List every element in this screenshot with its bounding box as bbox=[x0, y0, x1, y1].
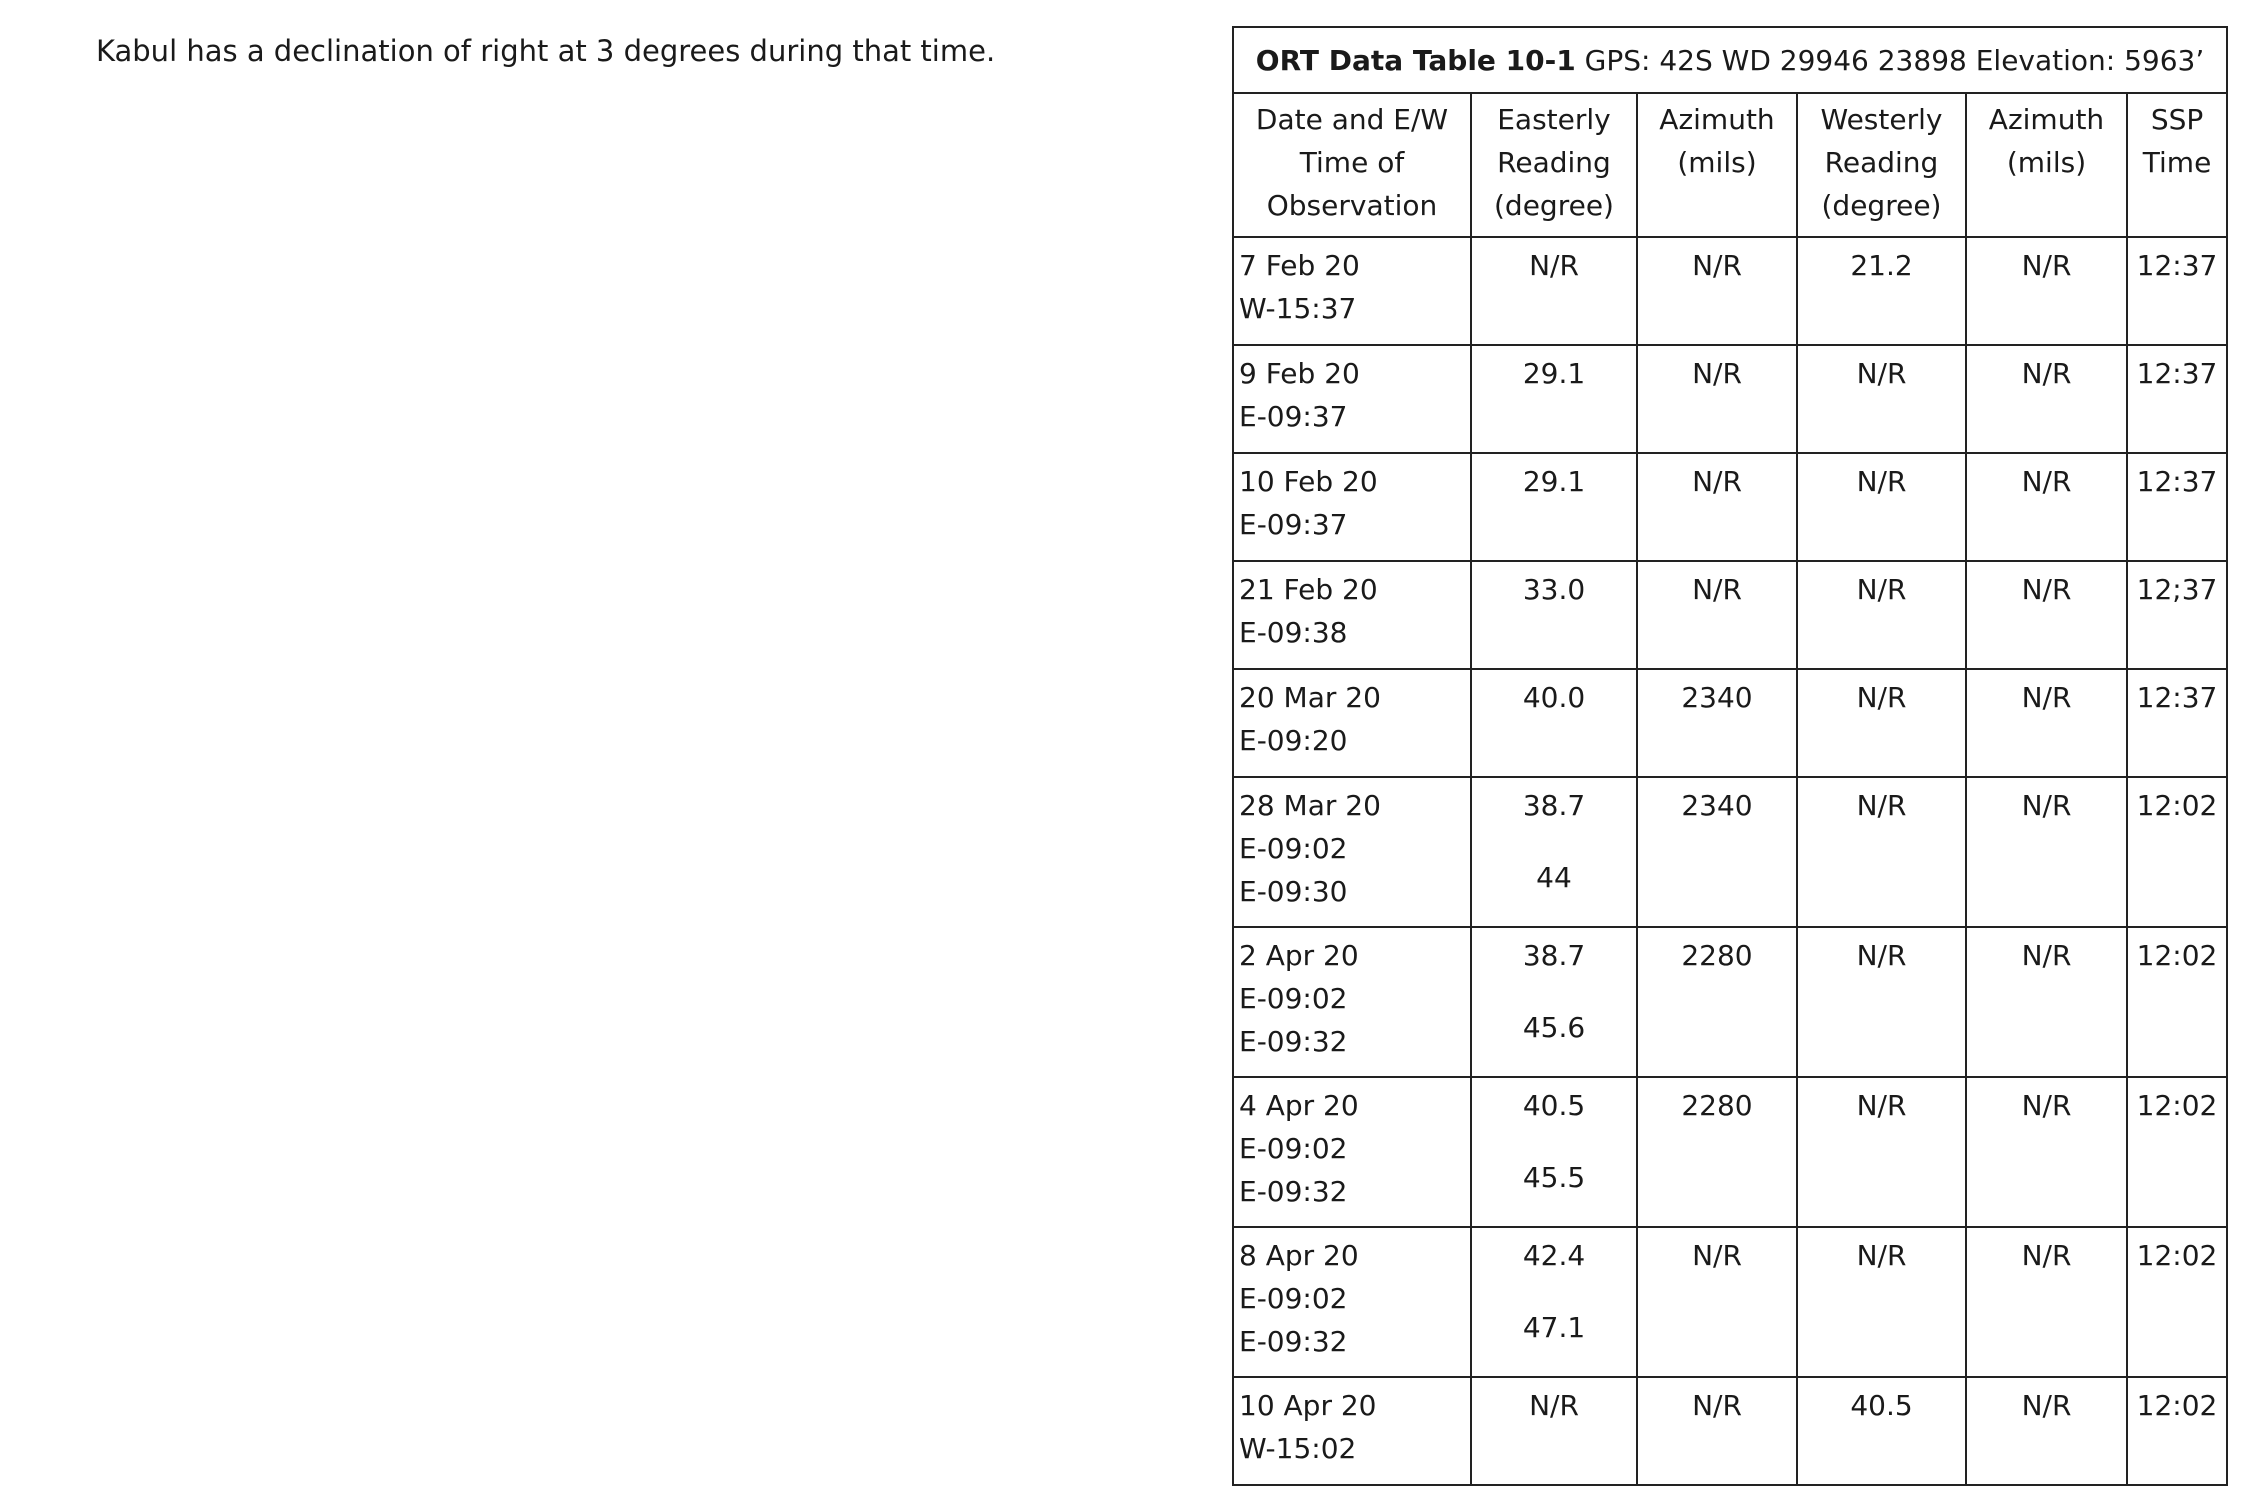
cell-date-time bbox=[1233, 927, 1471, 1077]
date-line: 4 Apr 20 bbox=[1239, 1089, 1359, 1122]
cell-easterly-reading bbox=[1471, 453, 1637, 561]
date-line: E-09:30 bbox=[1239, 875, 1348, 908]
header-line: (degree) bbox=[1494, 189, 1614, 222]
table-row bbox=[1233, 453, 2227, 561]
cell-westerly-reading: N/R bbox=[1797, 453, 1966, 561]
cell-ssp-time: 12:37 bbox=[2127, 237, 2227, 345]
easterly-value: 38.7 bbox=[1522, 939, 1586, 972]
easterly-value: 29.1 bbox=[1522, 465, 1586, 498]
date-line: E-09:02 bbox=[1239, 1282, 1348, 1315]
cell-azimuth-west: N/R bbox=[1966, 669, 2127, 777]
cell-ssp-time: 12:02 bbox=[2127, 777, 2227, 927]
easterly-value: 45.6 bbox=[1522, 1011, 1586, 1044]
header-line: (degree) bbox=[1821, 189, 1942, 222]
cell-azimuth-east: N/R bbox=[1637, 453, 1797, 561]
easterly-value: 40.0 bbox=[1522, 681, 1586, 714]
cell-easterly-reading bbox=[1471, 345, 1637, 453]
cell-azimuth-west: N/R bbox=[1966, 777, 2127, 927]
cell-easterly-reading bbox=[1471, 237, 1637, 345]
date-line: 28 Mar 20 bbox=[1239, 789, 1381, 822]
cell-ssp-time: 12:02 bbox=[2127, 1377, 2227, 1485]
table-row bbox=[1233, 561, 2227, 669]
cell-easterly-reading bbox=[1471, 561, 1637, 669]
cell-westerly-reading: 21.2 bbox=[1797, 237, 1966, 345]
date-line: E-09:02 bbox=[1239, 1132, 1348, 1165]
easterly-value: N/R bbox=[1529, 249, 1579, 282]
cell-azimuth-east: 2280 bbox=[1637, 1077, 1797, 1227]
cell-date-time bbox=[1233, 237, 1471, 345]
cell-azimuth-west: N/R bbox=[1966, 561, 2127, 669]
header-line: (mils) bbox=[1677, 146, 1757, 179]
cell-ssp-time: 12:37 bbox=[2127, 345, 2227, 453]
header-line: Time bbox=[2142, 146, 2212, 179]
header-azimuth-east bbox=[1637, 93, 1797, 237]
cell-azimuth-west: N/R bbox=[1966, 927, 2127, 1077]
date-line: 2 Apr 20 bbox=[1239, 939, 1359, 972]
date-line: E-09:20 bbox=[1239, 724, 1348, 757]
table-row bbox=[1233, 669, 2227, 777]
cell-date-time bbox=[1233, 345, 1471, 453]
date-line: W-15:02 bbox=[1239, 1432, 1357, 1465]
header-line: Reading bbox=[1824, 146, 1939, 179]
cell-azimuth-west: N/R bbox=[1966, 1077, 2127, 1227]
table-header-row bbox=[1233, 93, 2227, 237]
cell-ssp-time: 12:02 bbox=[2127, 1077, 2227, 1227]
cell-westerly-reading: N/R bbox=[1797, 669, 1966, 777]
table-title-details: GPS: 42S WD 29946 23898 Elevation: 5963’ bbox=[1575, 43, 2205, 77]
cell-date-time bbox=[1233, 669, 1471, 777]
easterly-value: 42.4 bbox=[1522, 1239, 1586, 1272]
cell-date-time bbox=[1233, 561, 1471, 669]
cell-azimuth-east: N/R bbox=[1637, 561, 1797, 669]
cell-date-time bbox=[1233, 1377, 1471, 1485]
cell-westerly-reading: N/R bbox=[1797, 561, 1966, 669]
date-line: E-09:37 bbox=[1239, 508, 1348, 541]
cell-azimuth-east: 2340 bbox=[1637, 669, 1797, 777]
header-easterly-reading bbox=[1471, 93, 1637, 237]
date-line: E-09:38 bbox=[1239, 616, 1348, 649]
cell-azimuth-east: N/R bbox=[1637, 345, 1797, 453]
date-line: 20 Mar 20 bbox=[1239, 681, 1381, 714]
cell-westerly-reading: N/R bbox=[1797, 927, 1966, 1077]
cell-westerly-reading: N/R bbox=[1797, 1077, 1966, 1227]
table-row bbox=[1233, 237, 2227, 345]
cell-easterly-reading bbox=[1471, 1227, 1637, 1377]
cell-easterly-reading bbox=[1471, 1077, 1637, 1227]
cell-azimuth-west: N/R bbox=[1966, 1227, 2127, 1377]
cell-easterly-reading bbox=[1471, 927, 1637, 1077]
table-row bbox=[1233, 1377, 2227, 1485]
easterly-value: 44 bbox=[1536, 861, 1572, 894]
header-date-time bbox=[1233, 93, 1471, 237]
table-body bbox=[1233, 237, 2227, 1485]
date-line: E-09:32 bbox=[1239, 1175, 1348, 1208]
date-line: 9 Feb 20 bbox=[1239, 357, 1360, 390]
header-line: Westerly bbox=[1820, 103, 1943, 136]
table-title-bold: ORT Data Table 10-1 bbox=[1255, 43, 1576, 77]
easterly-value: 47.1 bbox=[1522, 1311, 1586, 1344]
cell-ssp-time: 12:02 bbox=[2127, 927, 2227, 1077]
easterly-value: 29.1 bbox=[1522, 357, 1586, 390]
cell-azimuth-east: N/R bbox=[1637, 1227, 1797, 1377]
date-line: E-09:32 bbox=[1239, 1025, 1348, 1058]
cell-ssp-time: 12;37 bbox=[2127, 561, 2227, 669]
cell-ssp-time: 12:02 bbox=[2127, 1227, 2227, 1377]
cell-easterly-reading bbox=[1471, 777, 1637, 927]
date-line: W-15:37 bbox=[1239, 292, 1357, 325]
cell-azimuth-east: 2340 bbox=[1637, 777, 1797, 927]
cell-azimuth-west: N/R bbox=[1966, 453, 2127, 561]
header-line: Azimuth bbox=[1988, 103, 2105, 136]
date-line: E-09:02 bbox=[1239, 832, 1348, 865]
cell-azimuth-east: 2280 bbox=[1637, 927, 1797, 1077]
table-title bbox=[1233, 27, 2227, 93]
cell-westerly-reading: 40.5 bbox=[1797, 1377, 1966, 1485]
header-ssp-time bbox=[2127, 93, 2227, 237]
header-line: Azimuth bbox=[1659, 103, 1775, 136]
cell-azimuth-west: N/R bbox=[1966, 1377, 2127, 1485]
easterly-value: 33.0 bbox=[1522, 573, 1586, 606]
cell-azimuth-east: N/R bbox=[1637, 1377, 1797, 1485]
header-line: Easterly bbox=[1497, 103, 1611, 136]
cell-date-time bbox=[1233, 1227, 1471, 1377]
date-line: 10 Feb 20 bbox=[1239, 465, 1378, 498]
cell-azimuth-east: N/R bbox=[1637, 237, 1797, 345]
date-line: 7 Feb 20 bbox=[1239, 249, 1360, 282]
header-westerly-reading bbox=[1797, 93, 1966, 237]
easterly-value: 38.7 bbox=[1522, 789, 1586, 822]
date-line: 10 Apr 20 bbox=[1239, 1389, 1377, 1422]
header-line: SSP bbox=[2150, 103, 2204, 136]
header-line: Observation bbox=[1266, 189, 1438, 222]
easterly-value: 40.5 bbox=[1522, 1089, 1586, 1122]
table-row bbox=[1233, 1227, 2227, 1377]
cell-date-time bbox=[1233, 777, 1471, 927]
cell-easterly-reading bbox=[1471, 1377, 1637, 1485]
date-line: E-09:37 bbox=[1239, 400, 1348, 433]
ort-data-table bbox=[1232, 26, 2228, 1486]
table-row bbox=[1233, 1077, 2227, 1227]
easterly-value: 45.5 bbox=[1522, 1161, 1586, 1194]
header-line: Reading bbox=[1497, 146, 1611, 179]
cell-ssp-time: 12:37 bbox=[2127, 453, 2227, 561]
cell-westerly-reading: N/R bbox=[1797, 1227, 1966, 1377]
date-line: 21 Feb 20 bbox=[1239, 573, 1378, 606]
table-row bbox=[1233, 777, 2227, 927]
header-line: Time of bbox=[1299, 146, 1405, 179]
date-line: E-09:32 bbox=[1239, 1325, 1348, 1358]
cell-ssp-time: 12:37 bbox=[2127, 669, 2227, 777]
cell-azimuth-west: N/R bbox=[1966, 345, 2127, 453]
cell-westerly-reading: N/R bbox=[1797, 345, 1966, 453]
header-line: Date and E/W bbox=[1255, 103, 1449, 136]
cell-date-time bbox=[1233, 453, 1471, 561]
cell-easterly-reading bbox=[1471, 669, 1637, 777]
table-row bbox=[1233, 345, 2227, 453]
header-azimuth-west bbox=[1966, 93, 2127, 237]
intro-paragraph: Kabul has a declination of right at 3 degrees during that time. bbox=[96, 34, 996, 68]
cell-date-time bbox=[1233, 1077, 1471, 1227]
table-row bbox=[1233, 927, 2227, 1077]
header-line: (mils) bbox=[2006, 146, 2087, 179]
date-line: E-09:02 bbox=[1239, 982, 1348, 1015]
cell-azimuth-west: N/R bbox=[1966, 237, 2127, 345]
easterly-value: N/R bbox=[1529, 1389, 1579, 1422]
date-line: 8 Apr 20 bbox=[1239, 1239, 1359, 1272]
cell-westerly-reading: N/R bbox=[1797, 777, 1966, 927]
